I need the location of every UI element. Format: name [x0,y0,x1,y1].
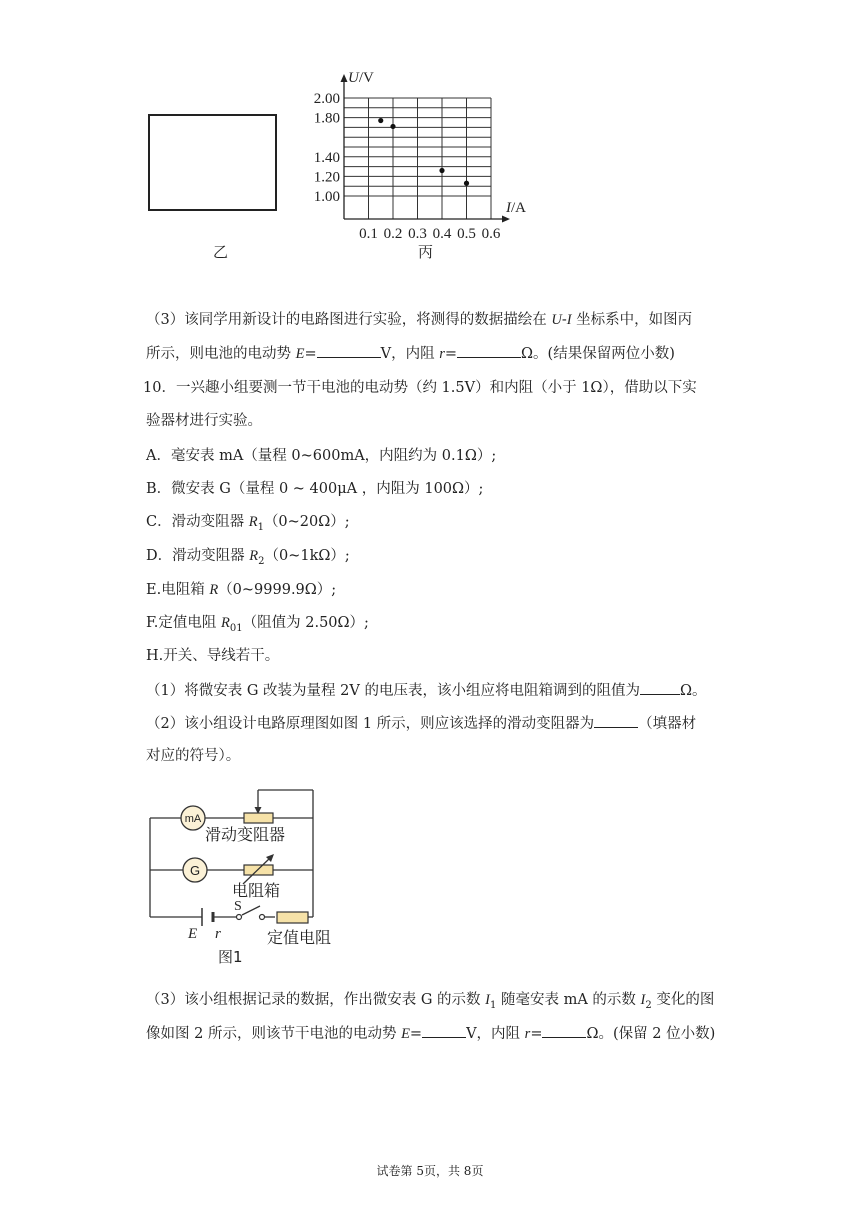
x-tick-label: 0.6 [481,226,501,242]
fixed-resistor-symbol [277,912,308,923]
item-b: B．微安表 G（量程 0 ~ 400μA ，内阻为 100Ω）; [146,481,484,497]
item-a: A．毫安表 mA（量程 0~600mA，内阻约为 0.1Ω）; [146,448,497,464]
x-tick-label: 0.1 [359,226,378,242]
y-tick-label: 1.20 [313,169,340,186]
switch-pivot [237,915,242,920]
item-e: E.电阻箱 R（0~9999.9Ω）; [146,582,337,598]
q10-part2-cont: 对应的符号）。 [146,748,241,764]
data-point [390,124,395,129]
rheostat-label: 滑动变阻器 [205,825,286,844]
switch-contact [260,915,265,920]
answer-blank-rheostat[interactable] [594,713,638,728]
switch-label: S [234,899,242,914]
x-axis-arrow [502,216,510,223]
x-axis-label-unit: /A [511,200,526,216]
y-tick-label: 1.40 [313,149,340,166]
data-point [464,181,469,186]
x-axis-label-var: I [506,200,511,216]
fig1-circuit [140,780,370,970]
resistance-box-label: 电阻箱 [232,881,281,900]
item-c: C．滑动变阻器 $R_1(0\sim 20\Omega)$; [146,514,350,533]
fig1-caption: 图1 [218,948,243,966]
svg-text:U/V [348,70,374,86]
q3a-line1: （3）该同学用新设计的电路图进行实验，将测得的数据描绘在 U-I 坐标系中，如图丙 [146,312,693,328]
fixed-resistor-label: 定值电阻 [267,928,332,947]
y-axis-label-unit: /V [358,70,374,86]
page-footer: 试卷第 5页，共 8页 [376,1164,484,1178]
y-axis-label-var: U [348,70,359,86]
x-tick-label: 0.3 [408,226,427,242]
resistance-box-symbol [244,865,273,875]
battery-emf-label: E [188,926,198,942]
data-point [439,168,444,173]
answer-blank-E[interactable] [317,343,381,358]
q10-part2: （2）该小组设计电路原理图如图 1 所示，则应该选择的滑动变阻器为 （填器材 [146,713,696,734]
rheostat-symbol [244,813,273,823]
answer-blank-internal-r[interactable] [542,1023,586,1038]
item-h: H.开关、导线若干。 [146,648,280,664]
answer-blank-emf[interactable] [422,1023,466,1038]
q10-line2: 验器材进行实验。 [146,413,262,429]
x-tick-label: 0.2 [383,226,403,242]
item-d: D．滑动变阻器 $R_2(0\sim 1k\Omega)$; [146,548,350,567]
q3a-line2: 所示，则电池的电动势 E= V，内阻 r= Ω。(结果保留两位小数) [146,343,675,364]
answer-blank-r[interactable] [457,343,521,358]
battery-r-label: r [215,926,221,942]
q10-part3-line2: 像如图 2 所示，则该节干电池的电动势 E= V，内阻 r= Ω。(保留 2 位小数) [146,1023,715,1044]
fig-yi-box [148,114,277,211]
item-f: F.定值电阻 $R_{01}$（阻值为 2.50Ω）; [146,615,369,634]
milliammeter-label: mA [184,813,202,825]
fig-yi-caption: 乙 [213,243,229,261]
answer-blank-resistance[interactable] [640,680,680,695]
q10-part1: （1）将微安表 G 改装为量程 2V 的电压表，该小组应将电阻箱调到的阻值为 Ω。 [146,680,706,701]
data-point [378,118,383,123]
y-tick-label: 1.00 [313,189,340,205]
y-tick-label: 1.80 [313,110,340,127]
y-axis-arrow [341,74,348,82]
q10-part3-line1: （3）该小组根据记录的数据，作出微安表 G 的示数 $I_1$ 随毫安表 mA 的示数 $I_2$ 变化的图 [146,992,715,1011]
galvanometer-label: G [189,863,201,878]
x-tick-label: 0.4 [432,226,452,242]
y-tick-label: 2.00 [313,91,340,107]
svg-text:I/A [505,200,526,216]
fig-bing-caption: 丙 [418,243,434,261]
q10-line1: 10．一兴趣小组要测一节干电池的电动势（约 1.5V）和内阻（小于 1Ω），借助以下实 [143,380,697,396]
x-tick-label: 0.5 [457,226,476,242]
